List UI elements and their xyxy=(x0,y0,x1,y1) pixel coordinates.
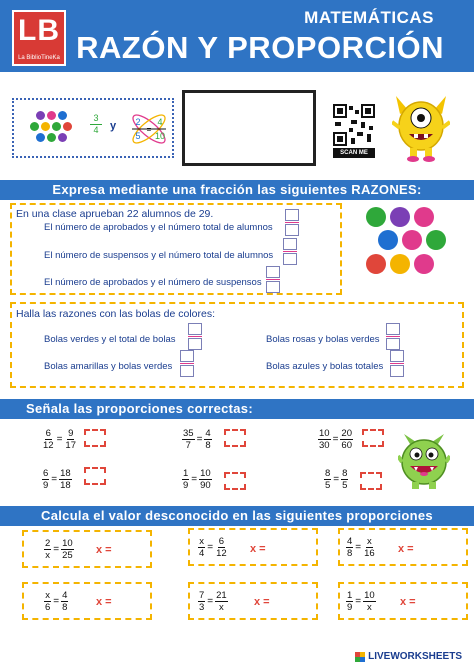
razon-answer-3[interactable] xyxy=(266,266,280,293)
prop-num: 10 xyxy=(200,468,211,479)
intro-example-box xyxy=(12,98,174,158)
proportion-item: $\frac{x}{6}$ = $\frac{4}{8}$ xyxy=(45,590,68,613)
prop-den: 5 xyxy=(342,480,348,491)
section-calcula-title: Calcula el valor desconocido en las siguientes proporciones xyxy=(0,506,474,526)
prop-den: 9 xyxy=(43,480,49,491)
prop-den: 8 xyxy=(62,602,68,613)
video-whiteboard[interactable] xyxy=(182,90,316,166)
prop-b: 5 xyxy=(135,131,141,141)
ball-purple xyxy=(390,207,410,227)
prop-num: x xyxy=(367,536,372,547)
logo-subtext: La BiblioTineKa xyxy=(18,55,60,61)
bolas-item-2: Bolas amarillas y bolas verdes xyxy=(44,361,173,372)
ball-pink xyxy=(402,230,422,250)
razon-item-3: El número de aprobados y el número de suspensos xyxy=(44,277,262,288)
prop-den: 6 xyxy=(45,602,51,613)
bolas-item-1: Bolas verdes y el total de bolas xyxy=(44,334,176,345)
prop-c: 4 xyxy=(157,117,163,127)
prop-den: 8 xyxy=(205,440,211,451)
prop-den: x xyxy=(219,602,224,613)
prop-num: 6 xyxy=(45,428,51,439)
qr-scan-label: SCAN ME xyxy=(333,148,375,158)
bolas-answer-2[interactable] xyxy=(180,350,194,377)
svg-text:=: = xyxy=(146,125,152,134)
liveworksheets-brand xyxy=(355,651,462,662)
proportion-item: $\frac{35}{7}$ = $\frac{4}{8}$ xyxy=(183,428,211,451)
header-banner xyxy=(0,0,474,72)
proportion-item: $\frac{10}{30}$ = $\frac{20}{60}$ xyxy=(319,428,352,451)
prop-den: 9 xyxy=(183,480,189,491)
prop-den: 18 xyxy=(60,480,71,491)
ball-blue xyxy=(378,230,398,250)
intro-ratio-fraction xyxy=(90,113,102,136)
qr-code[interactable] xyxy=(333,104,375,146)
x-answer-label[interactable]: x = xyxy=(96,544,112,556)
prop-d: 10 xyxy=(154,131,166,141)
razon-answer-2[interactable] xyxy=(283,238,297,265)
proportion-check-box[interactable] xyxy=(84,429,106,447)
prop-num: 7 xyxy=(199,590,205,601)
prop-num: 10 xyxy=(62,538,73,549)
colored-balls-illustration xyxy=(28,109,76,149)
prop-num: 4 xyxy=(205,428,211,439)
cross-multiplication-diagram xyxy=(126,106,172,152)
prop-den: 8 xyxy=(347,548,353,559)
prop-den: 17 xyxy=(65,440,76,451)
razones-lead: En una clase aprueban 22 alumnos de 29. xyxy=(16,208,214,220)
ball-green xyxy=(366,207,386,227)
proportion-check-box[interactable] xyxy=(360,472,382,490)
prop-den: 7 xyxy=(185,440,191,451)
unknown-calc-box xyxy=(22,582,152,620)
prop-num: 4 xyxy=(347,536,353,547)
prop-num: 6 xyxy=(218,536,225,547)
page-subtitle: MATEMÁTICAS xyxy=(304,8,434,27)
proportion-item: $\frac{1}{9}$ = $\frac{10}{90}$ xyxy=(183,468,211,491)
proportion-check-box[interactable] xyxy=(362,429,384,447)
proportion-item: $\frac{4}{8}$ = $\frac{x}{16}$ xyxy=(347,536,375,559)
prop-num: 20 xyxy=(341,428,352,439)
proportion-check-box[interactable] xyxy=(224,429,246,447)
proportion-item: $\frac{1}{9}$ = $\frac{10}{x}$ xyxy=(347,590,375,613)
prop-den: 3 xyxy=(199,602,205,613)
proportion-item: $\frac{7}{3}$ = $\frac{21}{x}$ xyxy=(199,590,227,613)
prop-den: 4 xyxy=(199,548,205,559)
razon-answer-1[interactable] xyxy=(285,209,299,236)
ball-yellow xyxy=(390,254,410,274)
prop-num: 1 xyxy=(347,590,353,601)
page-title: RAZÓN Y PROPORCIÓN xyxy=(76,30,444,65)
prop-a: 2 xyxy=(135,117,141,127)
prop-num: 6 xyxy=(43,468,49,479)
prop-den: 30 xyxy=(319,440,330,451)
prop-den: 12 xyxy=(216,548,227,559)
x-answer-label[interactable]: x = xyxy=(400,596,416,608)
prop-den: 25 xyxy=(62,550,73,561)
proportion-item: $\frac{6}{12}$ = $\frac{9}{17}$ xyxy=(43,428,76,451)
yellow-monster-icon xyxy=(392,92,450,162)
razon-item-2: El número de suspensos y el número total de alumnos xyxy=(44,250,274,261)
proportion-item: $\frac{x}{4}$ = $\frac{6}{12}$ xyxy=(199,536,227,559)
prop-den: 90 xyxy=(200,480,211,491)
prop-num: 21 xyxy=(216,590,227,601)
bolas-lead: Halla las razones con las bolas de colores: xyxy=(16,308,216,320)
liveworksheets-text: LIVEWORKSHEETS xyxy=(368,651,462,662)
bolas-answer-4[interactable] xyxy=(390,350,404,377)
ball-pink xyxy=(414,207,434,227)
x-answer-label[interactable]: x = xyxy=(96,596,112,608)
prop-den: x xyxy=(45,550,51,561)
prop-num: 9 xyxy=(68,428,74,439)
prop-num: 18 xyxy=(60,468,71,479)
bolas-answer-3[interactable] xyxy=(386,323,400,350)
prop-num: 2 xyxy=(45,538,51,549)
proportion-check-box[interactable] xyxy=(84,467,106,485)
prop-num: 35 xyxy=(183,428,194,439)
intro-connector: y xyxy=(110,120,117,132)
intro-ratio-num: 3 xyxy=(93,113,99,123)
bolas-item-3: Bolas rosas y bolas verdes xyxy=(266,334,380,345)
bolas-item-4: Bolas azules y bolas totales xyxy=(266,361,384,372)
section-proporciones-title: Señala las proporciones correctas: xyxy=(0,399,474,419)
ball-pink xyxy=(414,254,434,274)
x-answer-label[interactable]: x = xyxy=(250,543,266,555)
bolas-answer-1[interactable] xyxy=(188,323,202,350)
proportion-item: $\frac{8}{5}$ = $\frac{8}{5}$ xyxy=(325,468,348,491)
ball-red xyxy=(366,254,386,274)
prop-num: 10 xyxy=(319,428,330,439)
section-razones-title: Expresa mediante una fracción las siguientes RAZONES: xyxy=(0,180,474,200)
prop-den: x xyxy=(367,602,372,613)
prop-num: 8 xyxy=(325,468,331,479)
ball-green xyxy=(426,230,446,250)
intro-ratio-den: 4 xyxy=(90,124,102,136)
prop-num: 8 xyxy=(342,468,348,479)
proportion-item: $\frac{6}{9}$ = $\frac{18}{18}$ xyxy=(43,468,71,491)
prop-den: 9 xyxy=(347,602,353,613)
prop-num: 1 xyxy=(183,468,189,479)
proportion-item: $\frac{2}{x}$ = $\frac{10}{25}$ xyxy=(45,538,73,561)
razon-item-1: El número de aprobados y el número total de alumnos xyxy=(44,222,273,233)
green-monster-icon xyxy=(398,434,450,490)
x-answer-label[interactable]: x = xyxy=(398,543,414,555)
unknown-calc-box xyxy=(22,530,152,568)
prop-den: 16 xyxy=(364,548,375,559)
logo-text: LB xyxy=(18,14,60,47)
prop-den: 12 xyxy=(43,440,54,451)
prop-den: 5 xyxy=(325,480,331,491)
prop-den: 60 xyxy=(341,440,352,451)
prop-num: 10 xyxy=(364,590,375,601)
prop-num: x xyxy=(45,590,51,601)
x-answer-label[interactable]: x = xyxy=(254,596,270,608)
prop-num: 4 xyxy=(62,590,68,601)
logo xyxy=(12,10,66,66)
proportion-check-box[interactable] xyxy=(224,472,246,490)
liveworksheets-logo-icon xyxy=(355,652,365,662)
prop-num: x xyxy=(199,536,205,547)
